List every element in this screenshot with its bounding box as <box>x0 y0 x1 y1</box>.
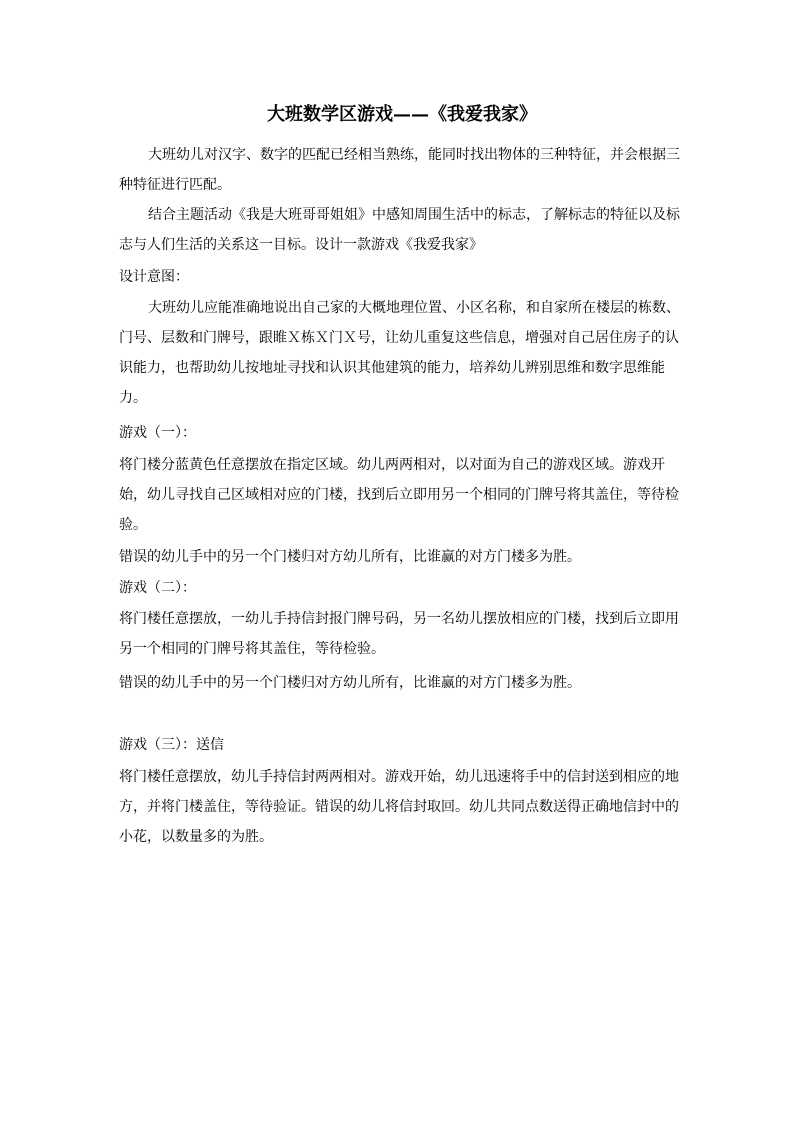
design-heading: 设计意图： <box>119 269 189 285</box>
game3-paragraph: 将门楼任意摆放，幼儿手持信封两两相对。游戏开始，幼儿迅速将手中的信封送到相应的地方，并将门楼盖住，等待验证。错误的幼儿将信封取回。幼儿共同点数送得正确地信封中的小花，以数量多的为胜。 <box>119 769 679 845</box>
game2-paragraph: 将门楼任意摆放，一幼儿手持信封报门牌号码，另一名幼儿摆放相应的门楼，找到后立即用另一个相同的门牌号将其盖住，等待检验。 <box>119 611 679 657</box>
game1-heading: 游戏（一）： <box>119 425 196 441</box>
intro-paragraph-1: 大班幼儿对汉字、数字的匹配已经相当熟练，能同时找出物体的三种特征，并会根据三种特征进行匹配。 <box>119 147 680 193</box>
game2-heading: 游戏（二）： <box>119 580 196 596</box>
game1-rule: 错误的幼儿手中的另一个门楼归对方幼儿所有，比谁赢的对方门楼多为胜。 <box>119 549 581 565</box>
document-title: 大班数学区游戏——《我爱我家》 <box>267 104 537 125</box>
game2-rule: 错误的幼儿手中的另一个门楼归对方幼儿所有，比谁赢的对方门楼多为胜。 <box>119 675 581 691</box>
intro-paragraph-2: 结合主题活动《我是大班哥哥姐姐》中感知周围生活中的标志，了解标志的特征以及标志与人们生活的关系这一目标。设计一款游戏《我爱我家》 <box>119 207 680 253</box>
game1-paragraph: 将门楼分蓝黄色任意摆放在指定区域。幼儿两两相对，以对面为自己的游戏区域。游戏开始，幼儿寻找自己区域相对应的门楼，找到后立即用另一个相同的门牌号将其盖住，等待检验。 <box>119 457 679 533</box>
game3-heading: 游戏（三）：送信 <box>119 737 224 753</box>
design-paragraph: 大班幼儿应能准确地说出自己家的大概地理位置、小区名称，和自家所在楼层的栋数、门号、层数和门牌号，跟睢Ｘ栋Ｘ门Ｘ号，让幼儿重复这些信息，增强对自己居住房子的认识能力，也帮助幼儿按地址寻找和认识其他建筑的能力，培养幼儿辨别思维和数字思维能力。 <box>119 300 680 406</box>
